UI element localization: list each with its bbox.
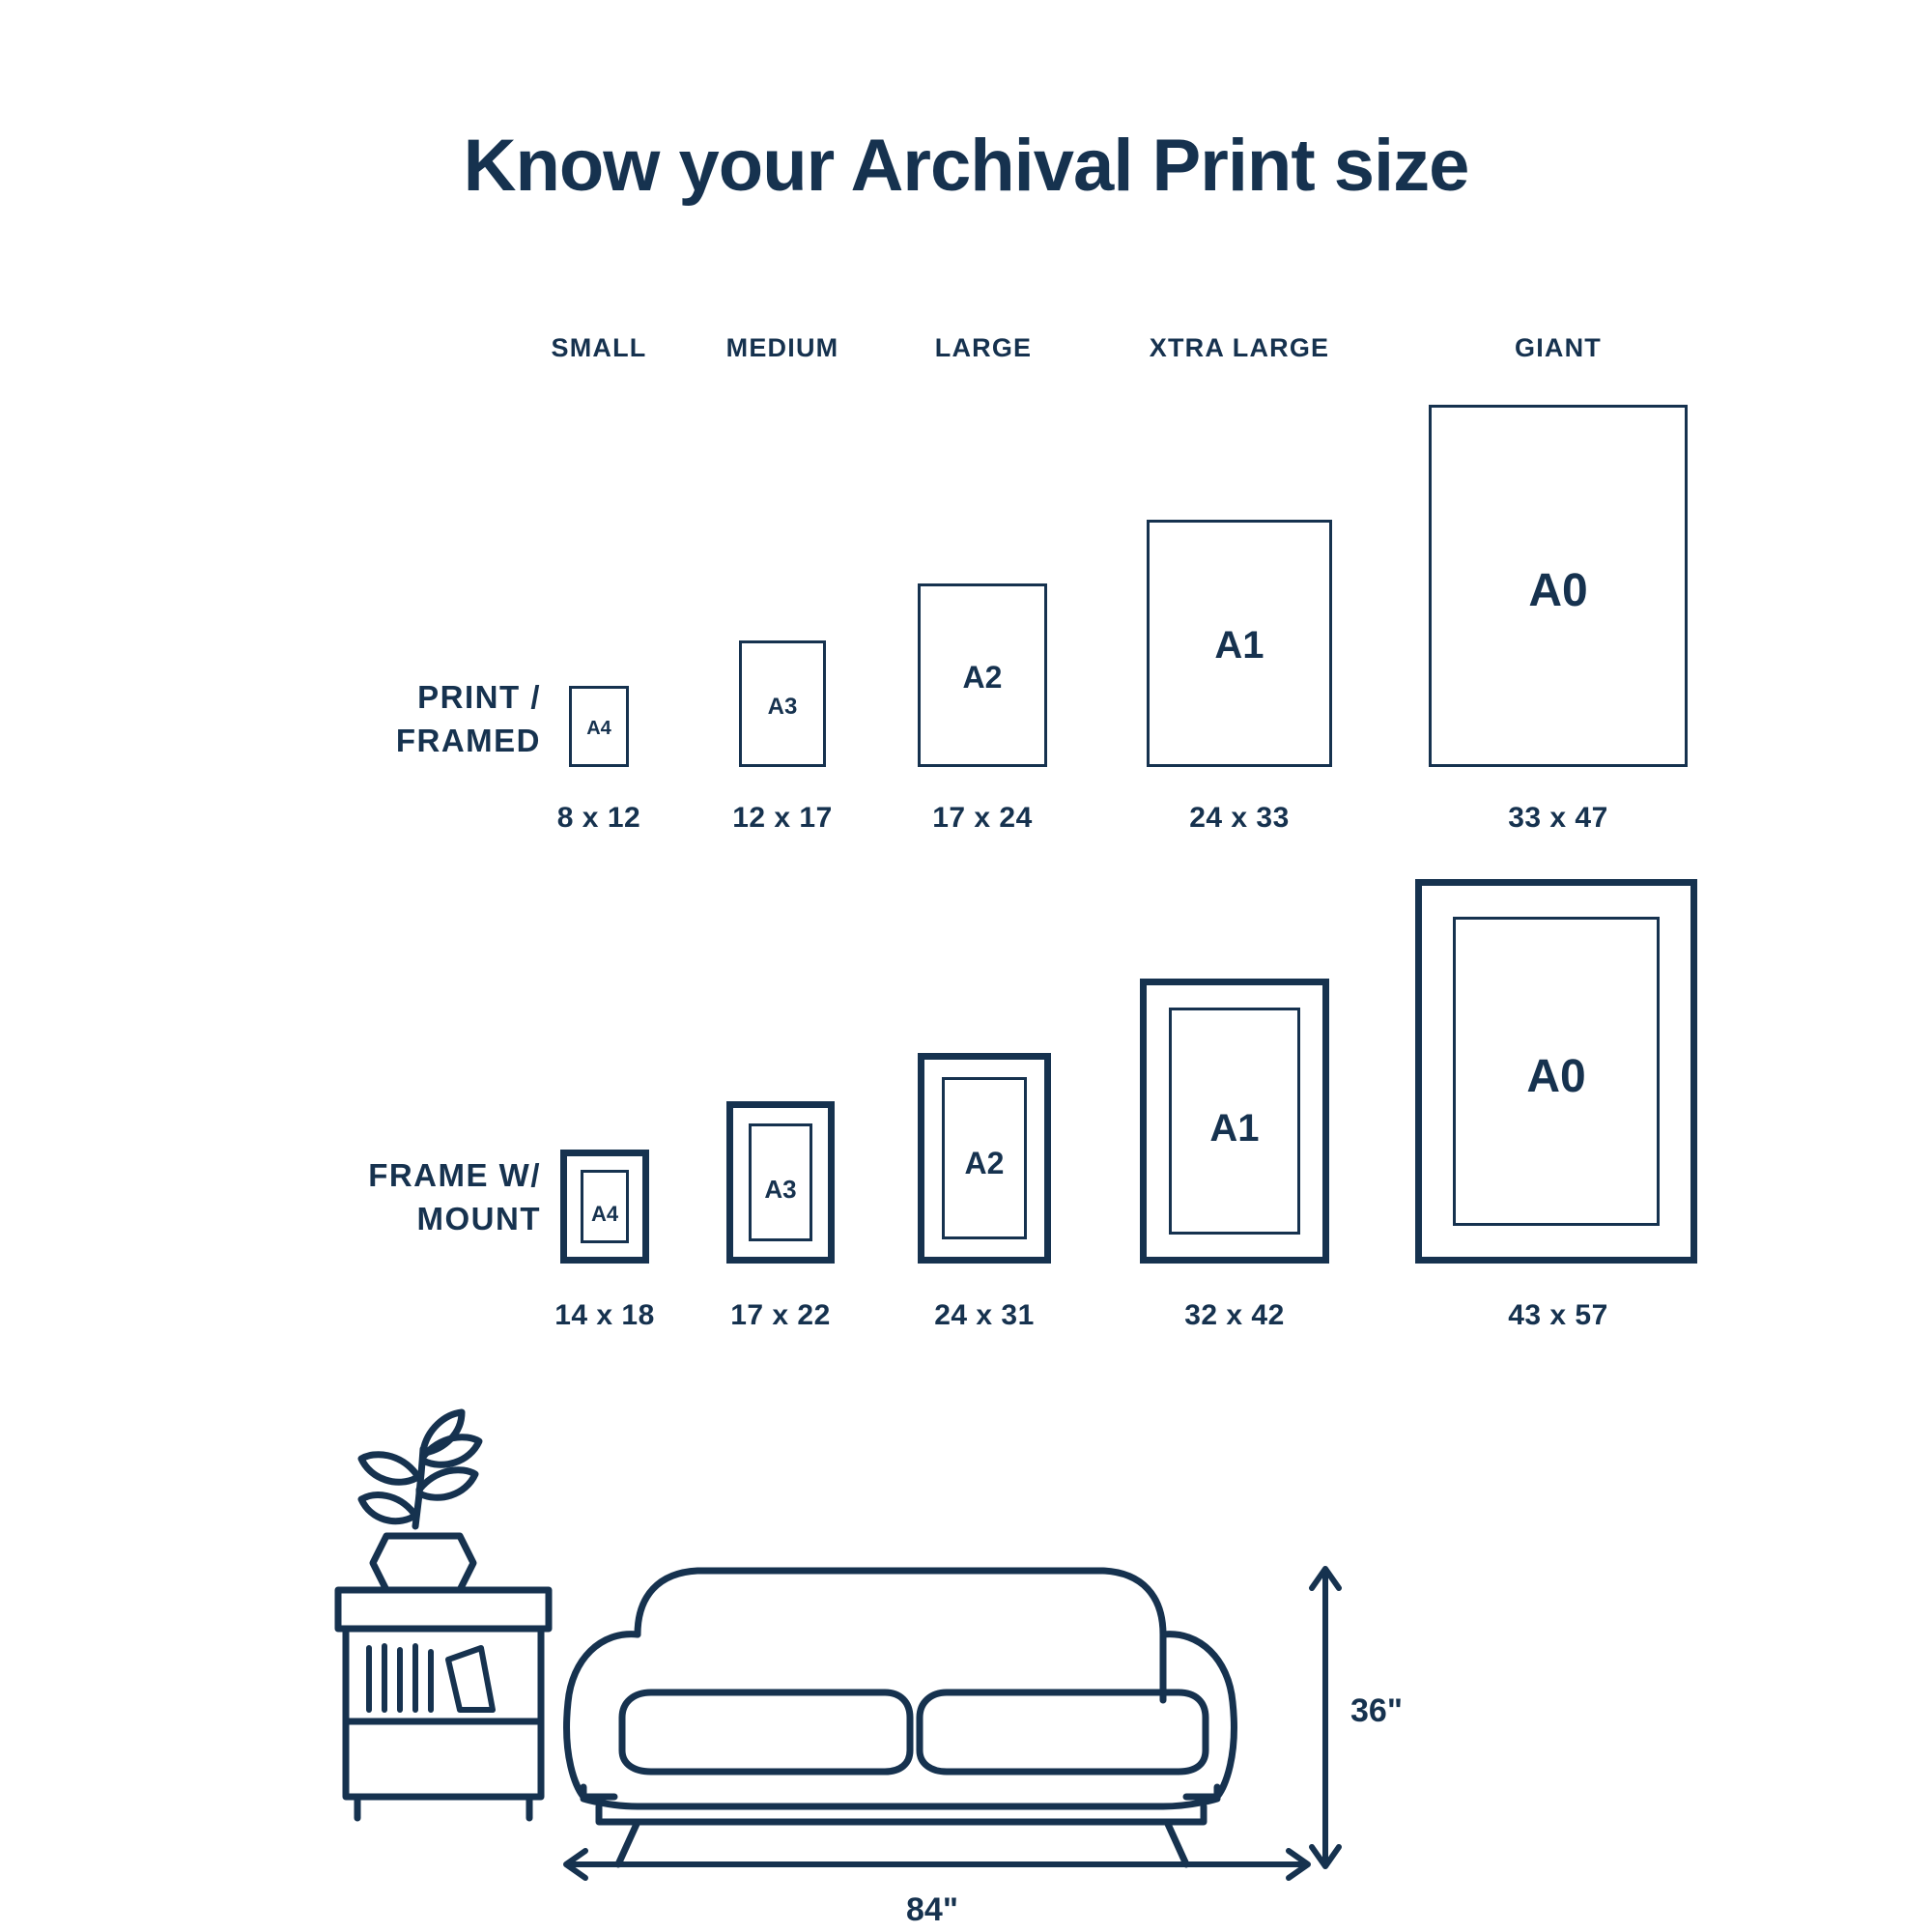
mount-size-a1: 32 x 42	[1184, 1299, 1285, 1331]
print-size-a4: 8 x 12	[556, 802, 641, 834]
mount-size-a3: 17 x 22	[730, 1299, 831, 1331]
row-label-print-line2: FRAMED	[395, 722, 541, 758]
vase-icon	[373, 1536, 473, 1590]
print-size-a0: 33 x 47	[1508, 802, 1608, 834]
print-frame-a2	[918, 583, 1047, 767]
mount-frame-a0	[1415, 879, 1697, 1264]
mount-frame-a1-label: A1	[1209, 1107, 1260, 1150]
mount-size-a0: 43 x 57	[1508, 1299, 1608, 1331]
column-header-row	[522, 333, 1642, 372]
width-arrow-icon	[566, 1851, 1308, 1878]
row-label-frame-with-mount	[251, 1154, 541, 1240]
mount-frame-a0-label: A0	[1526, 1051, 1586, 1102]
print-frame-a3	[739, 640, 826, 767]
print-frame-a4-label: A4	[586, 718, 611, 739]
mount-frame-a1	[1140, 979, 1329, 1264]
column-header-medium: MEDIUM	[725, 333, 839, 362]
row-label-mount-line1: FRAME W/	[368, 1157, 541, 1193]
print-frame-a0	[1429, 405, 1688, 767]
column-header-giant: GIANT	[1515, 333, 1602, 362]
print-size-a2: 17 x 24	[932, 802, 1033, 834]
mount-window-a0	[1453, 917, 1660, 1226]
height-arrow-icon	[1312, 1569, 1339, 1866]
print-size-a1: 24 x 33	[1189, 802, 1290, 834]
plant-icon	[361, 1412, 479, 1526]
row-label-mount-line2: MOUNT	[416, 1200, 541, 1236]
scene-svg	[319, 1381, 1671, 1884]
mount-window-a1	[1169, 1008, 1300, 1235]
column-header-xtra-large: XTRA LARGE	[1149, 333, 1330, 362]
mount-window-a2	[942, 1077, 1027, 1239]
mount-size-a2: 24 x 31	[934, 1299, 1035, 1331]
sofa-icon	[567, 1571, 1235, 1864]
column-header-small: SMALL	[551, 333, 647, 362]
room-scale-illustration	[319, 1381, 1671, 1928]
bookshelf-icon	[338, 1590, 549, 1818]
row-label-print-line1: PRINT /	[417, 679, 541, 715]
page-title: Know your Archival Print size	[463, 125, 1469, 207]
mount-frame-a3	[726, 1101, 835, 1264]
mount-size-a4: 14 x 18	[554, 1299, 655, 1331]
row-label-print-framed	[251, 676, 541, 762]
width-dimension-label: 84"	[906, 1891, 958, 1928]
height-dimension-label: 36"	[1350, 1692, 1403, 1729]
mount-frame-a2	[918, 1053, 1051, 1264]
print-frame-a2-label: A2	[962, 660, 1003, 695]
mount-frame-a2-label: A2	[964, 1146, 1005, 1180]
print-frame-a0-label: A0	[1528, 565, 1588, 616]
print-frame-a3-label: A3	[767, 694, 798, 720]
column-header-large: LARGE	[934, 333, 1033, 362]
mount-frame-a4	[560, 1150, 649, 1264]
mount-window-a4	[581, 1170, 629, 1243]
print-size-a3: 12 x 17	[732, 802, 833, 834]
mount-window-a3	[749, 1123, 812, 1241]
print-frame-a1	[1147, 520, 1332, 767]
print-frame-a4	[569, 686, 629, 767]
mount-frame-a3-label: A3	[764, 1175, 797, 1204]
print-frame-a1-label: A1	[1214, 624, 1264, 667]
mount-frame-a4-label: A4	[590, 1202, 619, 1226]
